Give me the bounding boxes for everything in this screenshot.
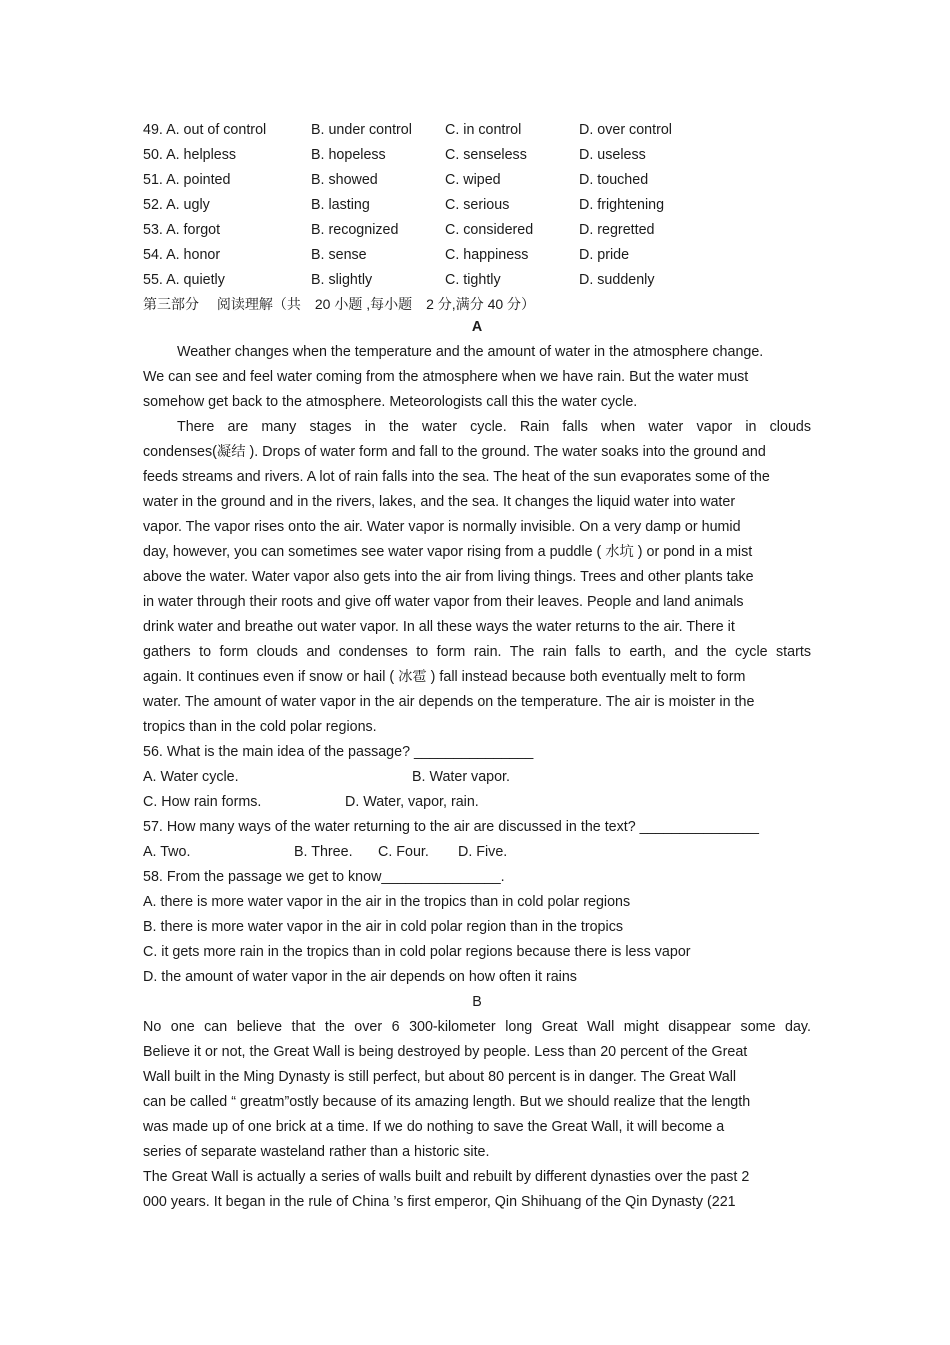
question-51 — [143, 168, 811, 193]
question-57-stem: 57. How many ways of the water returning to the air are discussed in the text? _______________ — [143, 819, 759, 835]
question-number: 51. — [143, 172, 163, 188]
passage-line: was made up of one brick at a time. If we do nothing to save the Great Wall, it will become a — [143, 1119, 725, 1135]
option-a: A. ugly — [166, 197, 210, 213]
option-d: D. the amount of water vapor in the air depends on how often it rains — [143, 969, 577, 985]
question-56-stem: 56. What is the main idea of the passage? _______________ — [143, 744, 534, 760]
passage-line: can be called “ greatm”ostly because of its amazing length. But we should realize that the length — [143, 1094, 751, 1110]
section-heading: 第三部分 阅读理解（共 20 小题 ,每小题 2 分,满分 40 分） — [143, 296, 536, 312]
question-number: 54. — [143, 247, 163, 263]
option-b: B. lasting — [311, 197, 370, 213]
passage-b-body — [143, 1015, 811, 1215]
passage-line: Believe it or not, the Great Wall is being destroyed by people. Less than 20 percent of the Great — [143, 1044, 748, 1060]
option-a: A. Water cycle. — [143, 769, 239, 785]
question-50 — [143, 143, 811, 168]
option-a: A. forgot — [166, 222, 221, 238]
question-56-choices-cd — [143, 790, 811, 815]
option-a: A. pointed — [166, 172, 231, 188]
passage-line: above the water. Water vapor also gets into the air from living things. Trees and other plants take — [143, 569, 754, 585]
question-56-choices-ab — [143, 765, 811, 790]
option-b: B. under control — [311, 122, 412, 138]
option-a: A. out of control — [166, 122, 267, 138]
option-b: B. sense — [311, 247, 367, 263]
question-49 — [143, 118, 811, 143]
option-b: B. recognized — [311, 222, 399, 238]
passage-line: series of separate wasteland rather than a historic site. — [143, 1144, 490, 1160]
question-52 — [143, 193, 811, 218]
passage-line: day, however, you can sometimes see water vapor rising from a puddle ( 水坑 ) or pond in a mist — [143, 544, 753, 560]
passage-line: tropics than in the cold polar regions. — [143, 719, 377, 735]
option-a: A. there is more water vapor in the air in the tropics than in cold polar regions — [143, 894, 631, 910]
passage-line: Wall built in the Ming Dynasty is still perfect, but about 80 percent is in danger. The Great Wall — [143, 1069, 737, 1085]
passage-line: gathers to form clouds and condenses to form rain. The rain falls to earth, and the cycle starts — [143, 644, 811, 660]
option-b: B. Water vapor. — [412, 769, 510, 785]
passage-line: water. The amount of water vapor in the air depends on the temperature. The air is moister in the — [143, 694, 755, 710]
question-54 — [143, 243, 811, 268]
option-b: B. there is more water vapor in the air in cold polar region than in the tropics — [143, 919, 623, 935]
option-d: D. Five. — [458, 844, 508, 860]
option-a: A. quietly — [166, 272, 225, 288]
option-a: A. Two. — [143, 844, 191, 860]
question-number: 55. — [143, 272, 163, 288]
passage-line: There are many stages in the water cycle. Rain falls when water vapor in clouds — [177, 419, 811, 435]
option-c: C. How rain forms. — [143, 794, 262, 810]
question-number: 53. — [143, 222, 163, 238]
passage-line: in water through their roots and give off water vapor from their leaves. People and land animals — [143, 594, 744, 610]
question-53 — [143, 218, 811, 243]
option-c: C. in control — [445, 122, 522, 138]
passage-line: vapor. The vapor rises onto the air. Water vapor is normally invisible. On a very damp or humid — [143, 519, 741, 535]
question-55 — [143, 268, 811, 293]
option-d: D. useless — [579, 147, 646, 163]
option-d: D. frightening — [579, 197, 665, 213]
passage-line: 000 years. It began in the rule of China ’s first emperor, Qin Shihuang of the Qin Dynasty (221 — [143, 1194, 736, 1210]
option-c: C. serious — [445, 197, 510, 213]
option-c: C. happiness — [445, 247, 529, 263]
option-d: D. suddenly — [579, 272, 655, 288]
exam-page — [143, 118, 811, 1215]
option-d: D. regretted — [579, 222, 655, 238]
option-c: C. tightly — [445, 272, 501, 288]
option-d: D. over control — [579, 122, 672, 138]
passage-line: drink water and breathe out water vapor. In all these ways the water returns to the air. There it — [143, 619, 735, 635]
option-c: C. it gets more rain in the tropics than in cold polar regions because there is less vapor — [143, 944, 691, 960]
question-number: 52. — [143, 197, 163, 213]
passage-line: somehow get back to the atmosphere. Meteorologists call this the water cycle. — [143, 394, 638, 410]
option-d: D. touched — [579, 172, 649, 188]
passage-line: again. It continues even if snow or hail ( 冰雹 ) fall instead because both eventually melt to form — [143, 669, 746, 685]
passage-line: No one can believe that the over 6 300-kilometer long Great Wall might disappear some day. — [143, 1019, 811, 1035]
vocab-options — [143, 118, 811, 293]
option-b: B. showed — [311, 172, 378, 188]
option-d: D. pride — [579, 247, 630, 263]
option-c: C. wiped — [445, 172, 501, 188]
passage-line: Weather changes when the temperature and the amount of water in the atmosphere change. — [177, 344, 764, 360]
passage-b-label: B — [472, 994, 482, 1010]
option-b: B. slightly — [311, 272, 373, 288]
question-number: 50. — [143, 147, 163, 163]
passage-line: We can see and feel water coming from the atmosphere when we have rain. But the water must — [143, 369, 749, 385]
option-d: D. Water, vapor, rain. — [345, 794, 479, 810]
passage-a-label: A — [471, 319, 483, 335]
question-58-stem: 58. From the passage we get to know_______________. — [143, 869, 505, 885]
question-number: 49. — [143, 122, 163, 138]
passage-line: feeds streams and rivers. A lot of rain falls into the sea. The heat of the sun evaporates some of the — [143, 469, 770, 485]
option-b: B. hopeless — [311, 147, 386, 163]
question-57-choices — [143, 840, 811, 865]
option-b: B. Three. — [294, 844, 353, 860]
option-a: A. honor — [166, 247, 221, 263]
passage-line: condenses(凝结 ). Drops of water form and fall to the ground. The water soaks into the ground and — [143, 444, 766, 460]
passage-line: The Great Wall is actually a series of walls built and rebuilt by different dynasties over the past 2 — [143, 1169, 750, 1185]
passage-a-body — [143, 340, 811, 740]
option-c: C. Four. — [378, 844, 429, 860]
option-c: C. considered — [445, 222, 534, 238]
option-c: C. senseless — [445, 147, 527, 163]
option-a: A. helpless — [166, 147, 236, 163]
passage-line: water in the ground and in the rivers, lakes, and the sea. It changes the liquid water into water — [143, 494, 736, 510]
